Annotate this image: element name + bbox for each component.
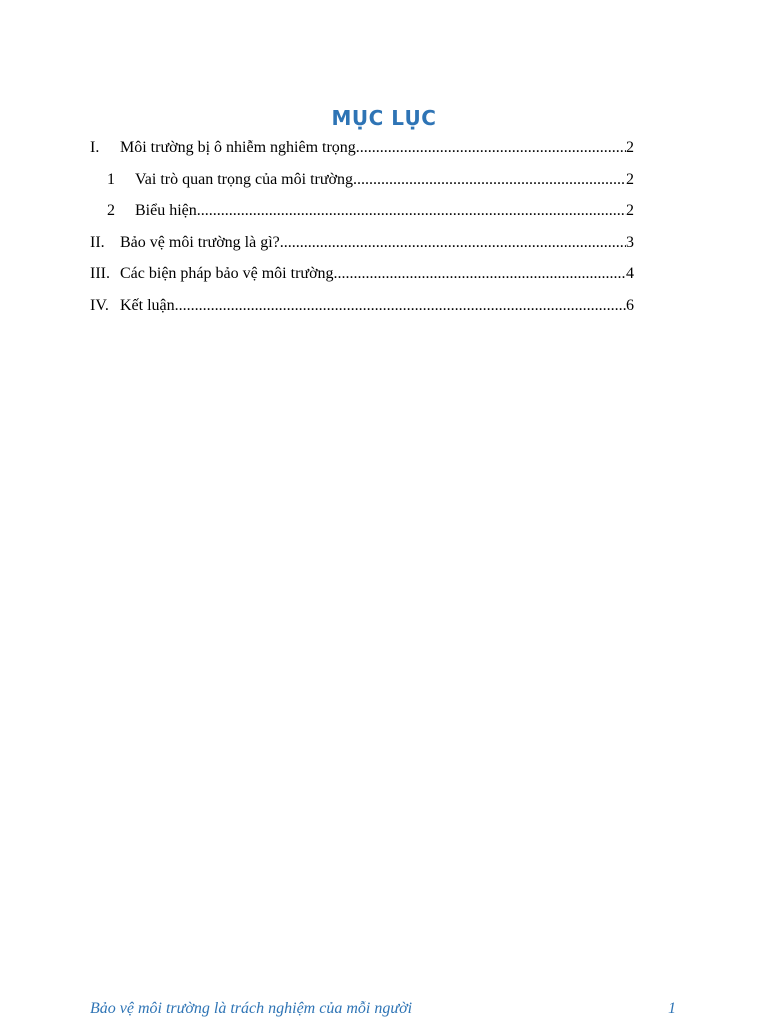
toc-entry-number: III. <box>90 265 110 283</box>
toc-entry-label: Vai trò quan trọng của môi trường <box>135 170 353 188</box>
toc-entry-page: 3 <box>626 233 634 251</box>
toc-entry-page: 4 <box>626 265 634 283</box>
toc-entry[interactable] <box>90 200 634 232</box>
dot-leader <box>175 295 626 317</box>
footer-page-number: 1 <box>668 1000 676 1017</box>
toc-entry-page: 2 <box>626 170 634 188</box>
toc-entry-page: 2 <box>626 202 634 220</box>
toc-entry[interactable] <box>90 263 634 295</box>
dot-leader <box>334 263 626 285</box>
dot-leader <box>197 200 626 222</box>
toc-entry-page: 2 <box>626 139 634 156</box>
page-footer <box>90 1000 676 1018</box>
dot-leader <box>280 232 626 254</box>
toc-entry-label: Bảo vệ môi trường là gì? <box>120 233 280 251</box>
toc-entry-number: 1 <box>107 170 115 188</box>
toc-title: MỤC LỤC <box>331 106 437 130</box>
toc-entry-number: 2 <box>107 202 115 220</box>
toc-entry-label: Môi trường bị ô nhiễm nghiêm trọng <box>120 139 356 156</box>
dot-leader <box>356 137 626 159</box>
dot-leader <box>353 169 626 191</box>
toc-entry[interactable] <box>90 137 634 169</box>
footer-text: Bảo vệ môi trường là trách nghiệm của mỗi người <box>90 1000 413 1017</box>
toc-entry-label: Các biện pháp bảo vệ môi trường <box>120 265 334 283</box>
table-of-contents <box>90 137 634 327</box>
toc-entry-number: I. <box>90 139 100 156</box>
toc-entry-number: IV. <box>90 296 109 314</box>
toc-entry[interactable] <box>90 232 634 264</box>
toc-entry[interactable] <box>90 295 634 327</box>
toc-entry-label: Kết luận <box>120 296 175 314</box>
toc-entry-label: Biểu hiện <box>135 202 197 220</box>
toc-entry-number: II. <box>90 233 105 251</box>
toc-entry-page: 6 <box>626 296 634 314</box>
toc-entry[interactable] <box>90 169 634 201</box>
